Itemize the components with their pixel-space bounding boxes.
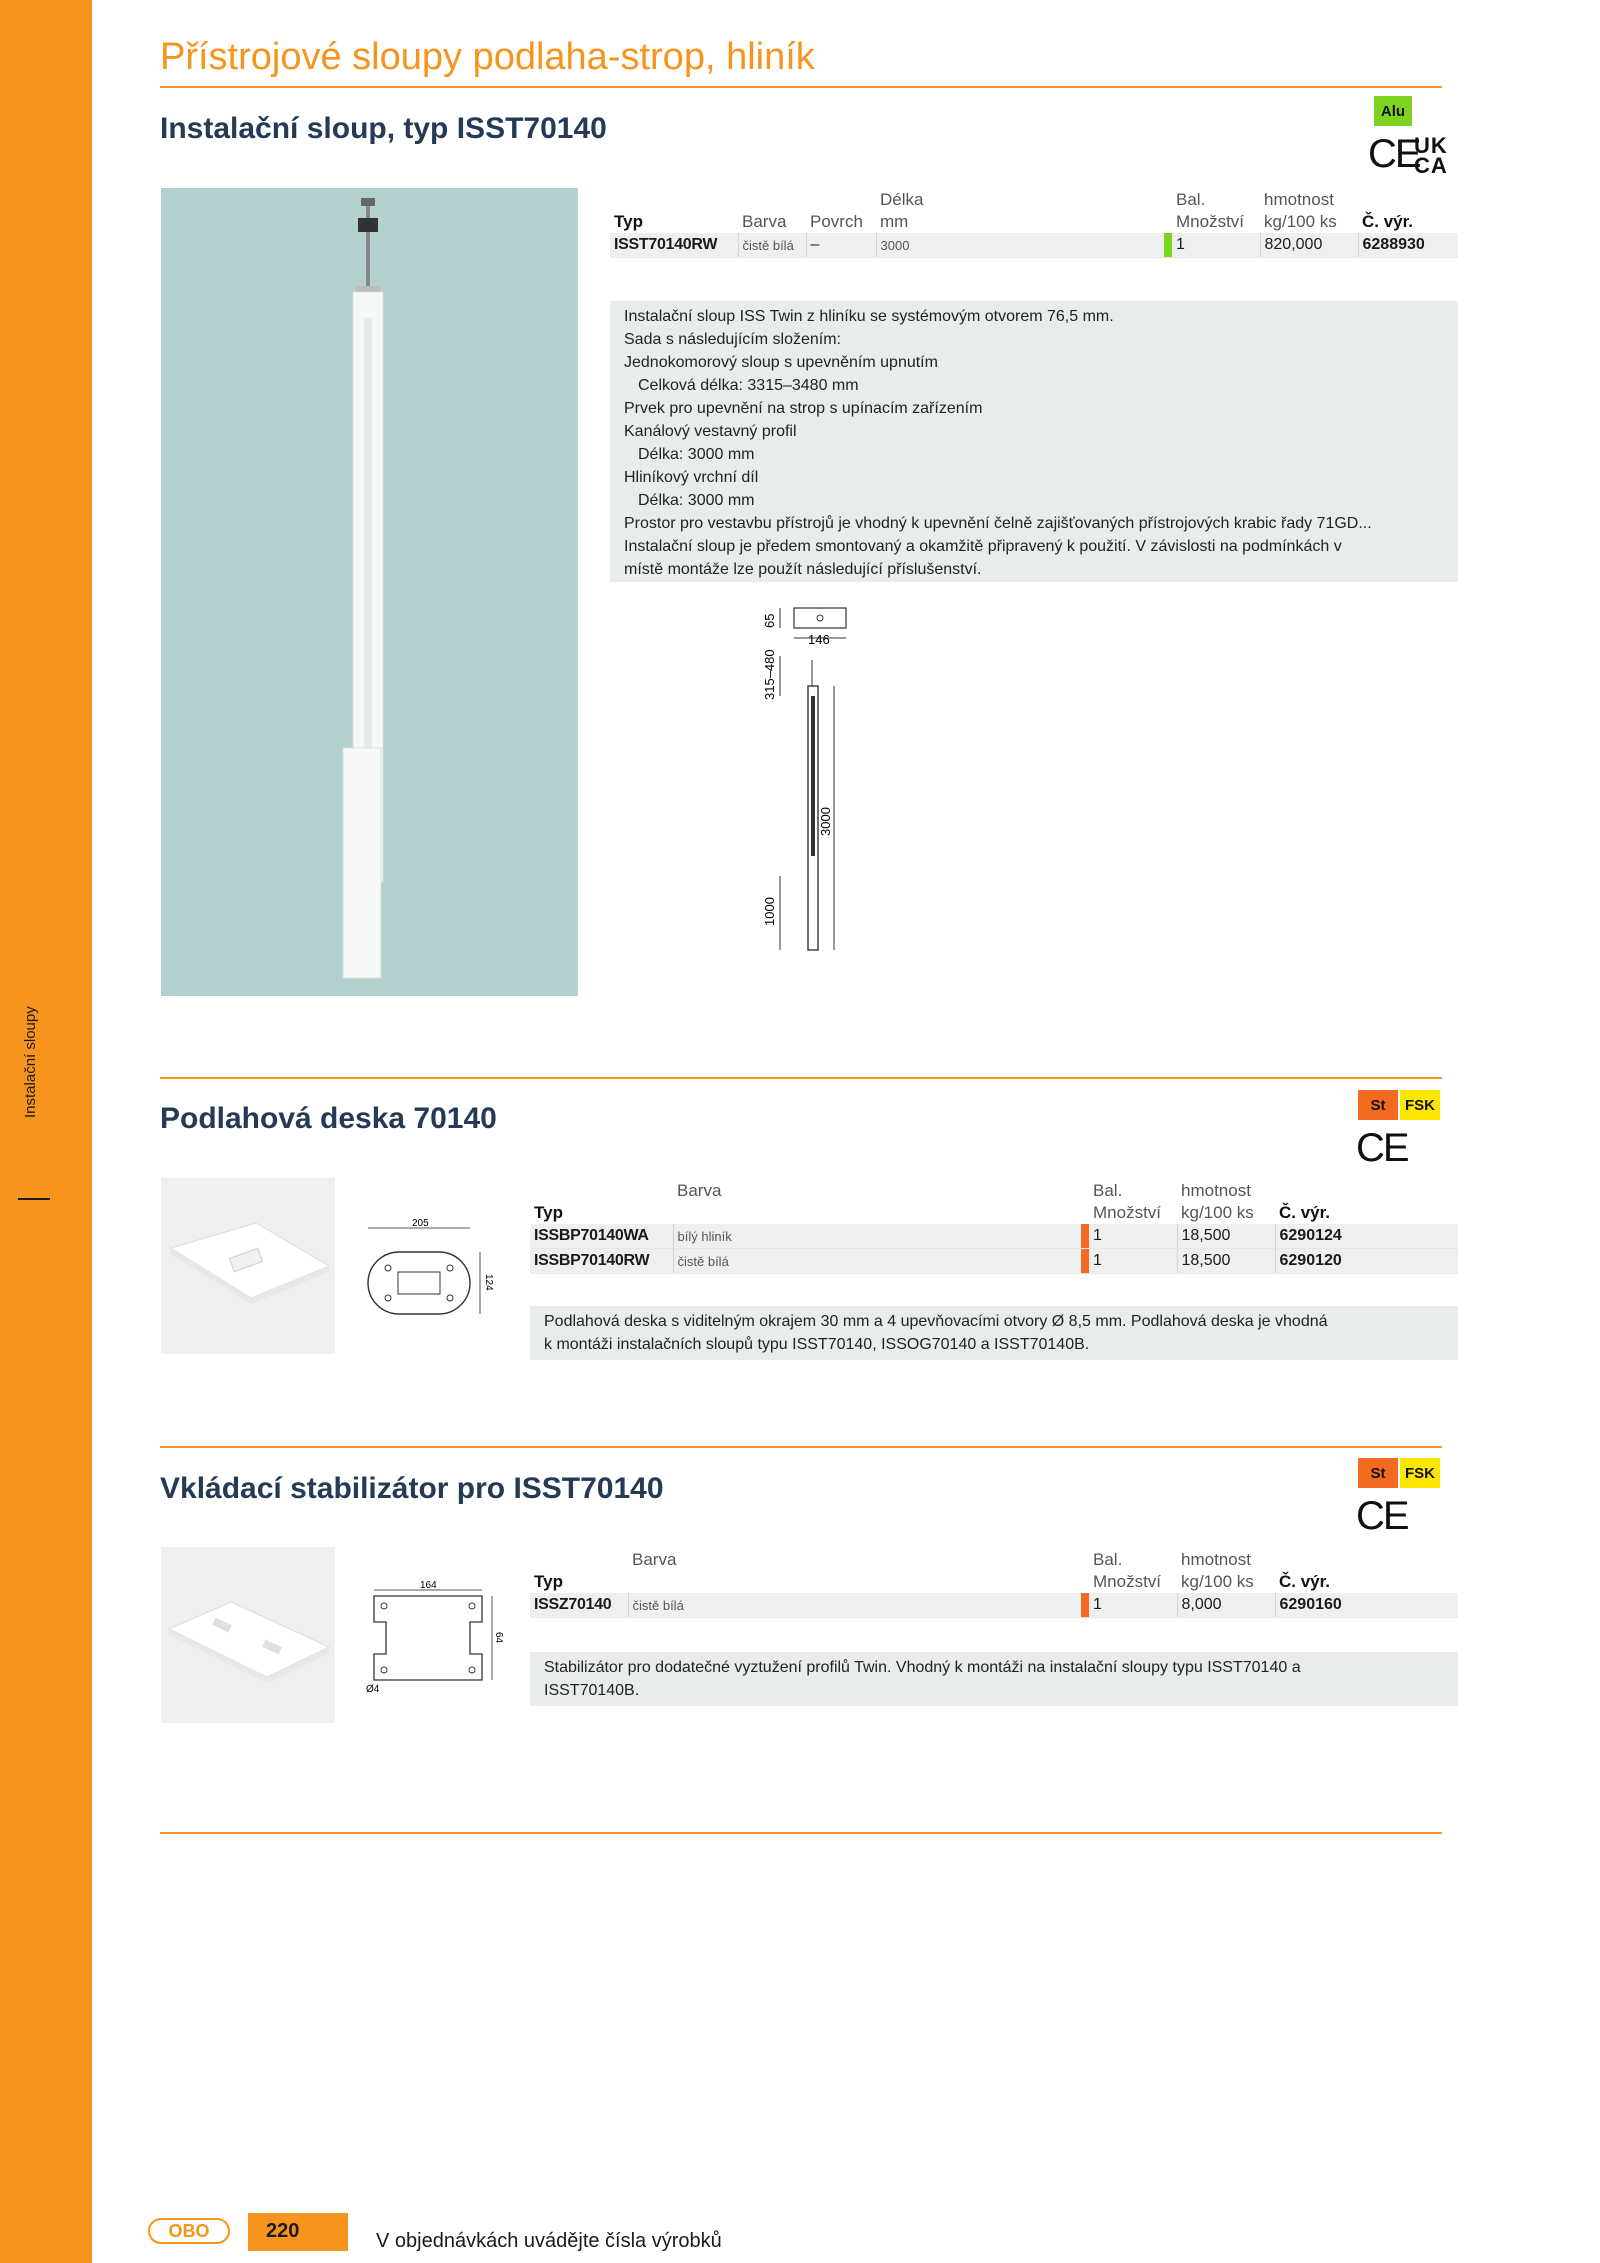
cell-art: 6290160 (1275, 1593, 1458, 1618)
page-title: Přístrojové sloupy podlaha-strop, hliník (160, 36, 815, 78)
dim-65: 65 (762, 613, 777, 628)
cell-art: 6290124 (1275, 1224, 1458, 1249)
desc-line: k montáži instalačních sloupů typu ISST70140, ISSOG70140 a ISST70140B. (544, 1336, 1090, 1353)
color-marker (1164, 233, 1172, 258)
floor-plate-illustration (161, 1178, 335, 1354)
technical-drawing-column (760, 596, 870, 966)
color-marker (1081, 1593, 1089, 1618)
cell-art: 6288930 (1358, 233, 1458, 258)
cell-mnozstvi: 1 (1089, 1249, 1177, 1274)
cell-mnozstvi: 1 (1089, 1224, 1177, 1249)
cell-hmotnost: 820,000 (1260, 233, 1358, 258)
footer-text: V objednávkách uvádějte čísla výrobků (376, 2230, 722, 2252)
table-row (610, 233, 1458, 258)
desc-line: Jednokomorový sloup s upevněním upnutím (624, 354, 938, 371)
col-typ: Typ (534, 1572, 563, 1591)
cell-barva: čistě bílá (673, 1249, 1081, 1274)
cell-barva: čistě bílá (628, 1593, 1081, 1618)
cell-povrch: – (806, 233, 876, 258)
dim-hole: Ø4 (366, 1684, 380, 1695)
badge-alu: Alu (1374, 96, 1412, 126)
technical-drawing-stabilizer (360, 1580, 510, 1695)
page-number: 220 (266, 2220, 300, 2242)
col-typ: Typ (534, 1203, 563, 1222)
desc-line: Délka: 3000 mm (638, 492, 755, 509)
desc-line: Kanálový vestavný profil (624, 423, 797, 440)
desc-line: Podlahová deska s viditelným okrajem 30 mm a 4 upevňovacími otvory Ø 8,5 mm. Podlahová deska je vhodná (544, 1313, 1328, 1330)
product-photo-stabilizer (161, 1547, 335, 1723)
col-barva: Barva (632, 1550, 677, 1569)
ukca-ca: CA (1414, 153, 1448, 178)
col-art: Č. výr. (1362, 212, 1414, 231)
badge-fsk: FSK (1400, 1090, 1440, 1120)
desc-line: Prvek pro upevnění na strop s upínacím zařízením (624, 400, 983, 417)
column-illustration (161, 188, 578, 996)
ce-mark: CE (1368, 132, 1420, 176)
cell-hmotnost: 18,500 (1177, 1249, 1275, 1274)
dim-1000: 1000 (762, 897, 777, 926)
dim-64: 64 (493, 1632, 504, 1644)
badge-fsk: FSK (1400, 1458, 1440, 1488)
ce-mark: CE (1356, 1494, 1408, 1538)
product-table-stabilizer (530, 1549, 1458, 1618)
product-photo-floor-plate (161, 1178, 335, 1354)
sidebar-label: Instalační sloupy (22, 1006, 39, 1118)
desc-line: Stabilizátor pro dodatečné vyztužení profilů Twin. Vhodný k montáži na instalační sloupy typu ISST70140 a (544, 1659, 1301, 1676)
dim-124: 124 (483, 1274, 494, 1291)
desc-line: Celková délka: 3315–3480 mm (638, 377, 859, 394)
desc-line: Instalační sloup ISS Twin z hliníku se systémovým otvorem 76,5 mm. (624, 308, 1114, 325)
section-title-isst70140: Instalační sloup, typ ISST70140 (160, 112, 607, 145)
dim-205: 205 (412, 1218, 429, 1229)
sidebar-tick (18, 1198, 50, 1200)
desc-line: Hliníkový vrchní díl (624, 469, 759, 486)
col-art: Č. výr. (1279, 1203, 1331, 1222)
col-barva: Barva (677, 1181, 722, 1200)
ukca-uk: UK (1414, 133, 1448, 158)
obo-logo (148, 2218, 230, 2244)
sidebar-strip (0, 0, 92, 2263)
footer-rule (160, 1832, 1442, 1834)
description-floor-plate (530, 1306, 1458, 1360)
cell-typ: ISSBP70140WA (530, 1224, 673, 1249)
title-rule (160, 86, 1442, 88)
col-bal: Bal. Množství (1093, 1550, 1162, 1591)
product-table-floor-plate (530, 1180, 1458, 1274)
cell-barva: bílý hliník (673, 1224, 1081, 1249)
dim-146: 146 (808, 632, 830, 647)
col-art: Č. výr. (1279, 1572, 1331, 1591)
desc-line: ISST70140B. (544, 1682, 640, 1699)
logo-text: OBO (168, 2221, 210, 2241)
cell-typ: ISST70140RW (610, 233, 738, 258)
cell-mnozstvi: 1 (1172, 233, 1260, 258)
col-hmotnost: hmotnost kg/100 ks (1264, 190, 1337, 231)
col-hmotnost: hmotnost kg/100 ks (1181, 1550, 1254, 1591)
color-marker (1081, 1249, 1089, 1274)
desc-line: místě montáže lze použít následující příslušenství. (624, 561, 982, 578)
description-stabilizer (530, 1652, 1458, 1706)
ukca-mark (1414, 133, 1448, 178)
cell-mnozstvi: 1 (1089, 1593, 1177, 1618)
table-row (530, 1593, 1458, 1618)
cell-hmotnost: 18,500 (1177, 1224, 1275, 1249)
dim-3000: 3000 (818, 807, 833, 836)
desc-line: Délka: 3000 mm (638, 446, 755, 463)
badge-st: St (1358, 1458, 1398, 1488)
col-barva: Barva (742, 212, 787, 231)
desc-line: Instalační sloup je předem smontovaný a okamžitě připravený k použití. V závislosti na podmínkách v (624, 538, 1342, 555)
col-povrch: Povrch (810, 212, 863, 231)
section-rule (160, 1446, 1442, 1448)
ce-mark: CE (1356, 1126, 1408, 1170)
technical-drawing-floor-plate (360, 1218, 494, 1328)
cell-hmotnost: 8,000 (1177, 1593, 1275, 1618)
col-delka: Délka mm (880, 190, 924, 231)
badge-st: St (1358, 1090, 1398, 1120)
page-number-tab (248, 2213, 348, 2251)
cell-typ: ISSBP70140RW (530, 1249, 673, 1274)
dim-315-480: 315–480 (762, 649, 777, 700)
color-marker (1081, 1224, 1089, 1249)
desc-line: Prostor pro vestavbu přístrojů je vhodný k upevnění čelně zajišťovaných přístrojových krabic řady 71GD... (624, 515, 1372, 532)
col-bal: Bal. Množství (1093, 1181, 1162, 1222)
col-bal: Bal. Množství (1176, 190, 1245, 231)
dim-164: 164 (420, 1580, 437, 1591)
col-typ: Typ (614, 212, 643, 231)
product-photo-column (161, 188, 578, 996)
table-row (530, 1224, 1458, 1249)
desc-line: Sada s následujícím složením: (624, 331, 841, 348)
product-table-isst70140 (610, 189, 1458, 258)
section-rule (160, 1077, 1442, 1079)
col-hmotnost: hmotnost kg/100 ks (1181, 1181, 1254, 1222)
cell-typ: ISSZ70140 (530, 1593, 628, 1618)
cell-art: 6290120 (1275, 1249, 1458, 1274)
table-row (530, 1249, 1458, 1274)
cell-barva: čistě bílá (738, 233, 806, 258)
description-isst70140 (610, 301, 1458, 582)
cell-delka: 3000 (876, 233, 1164, 258)
stabilizer-illustration (161, 1547, 335, 1723)
section-title-stabilizer: Vkládací stabilizátor pro ISST70140 (160, 1472, 664, 1505)
section-title-floor-plate: Podlahová deska 70140 (160, 1102, 497, 1135)
